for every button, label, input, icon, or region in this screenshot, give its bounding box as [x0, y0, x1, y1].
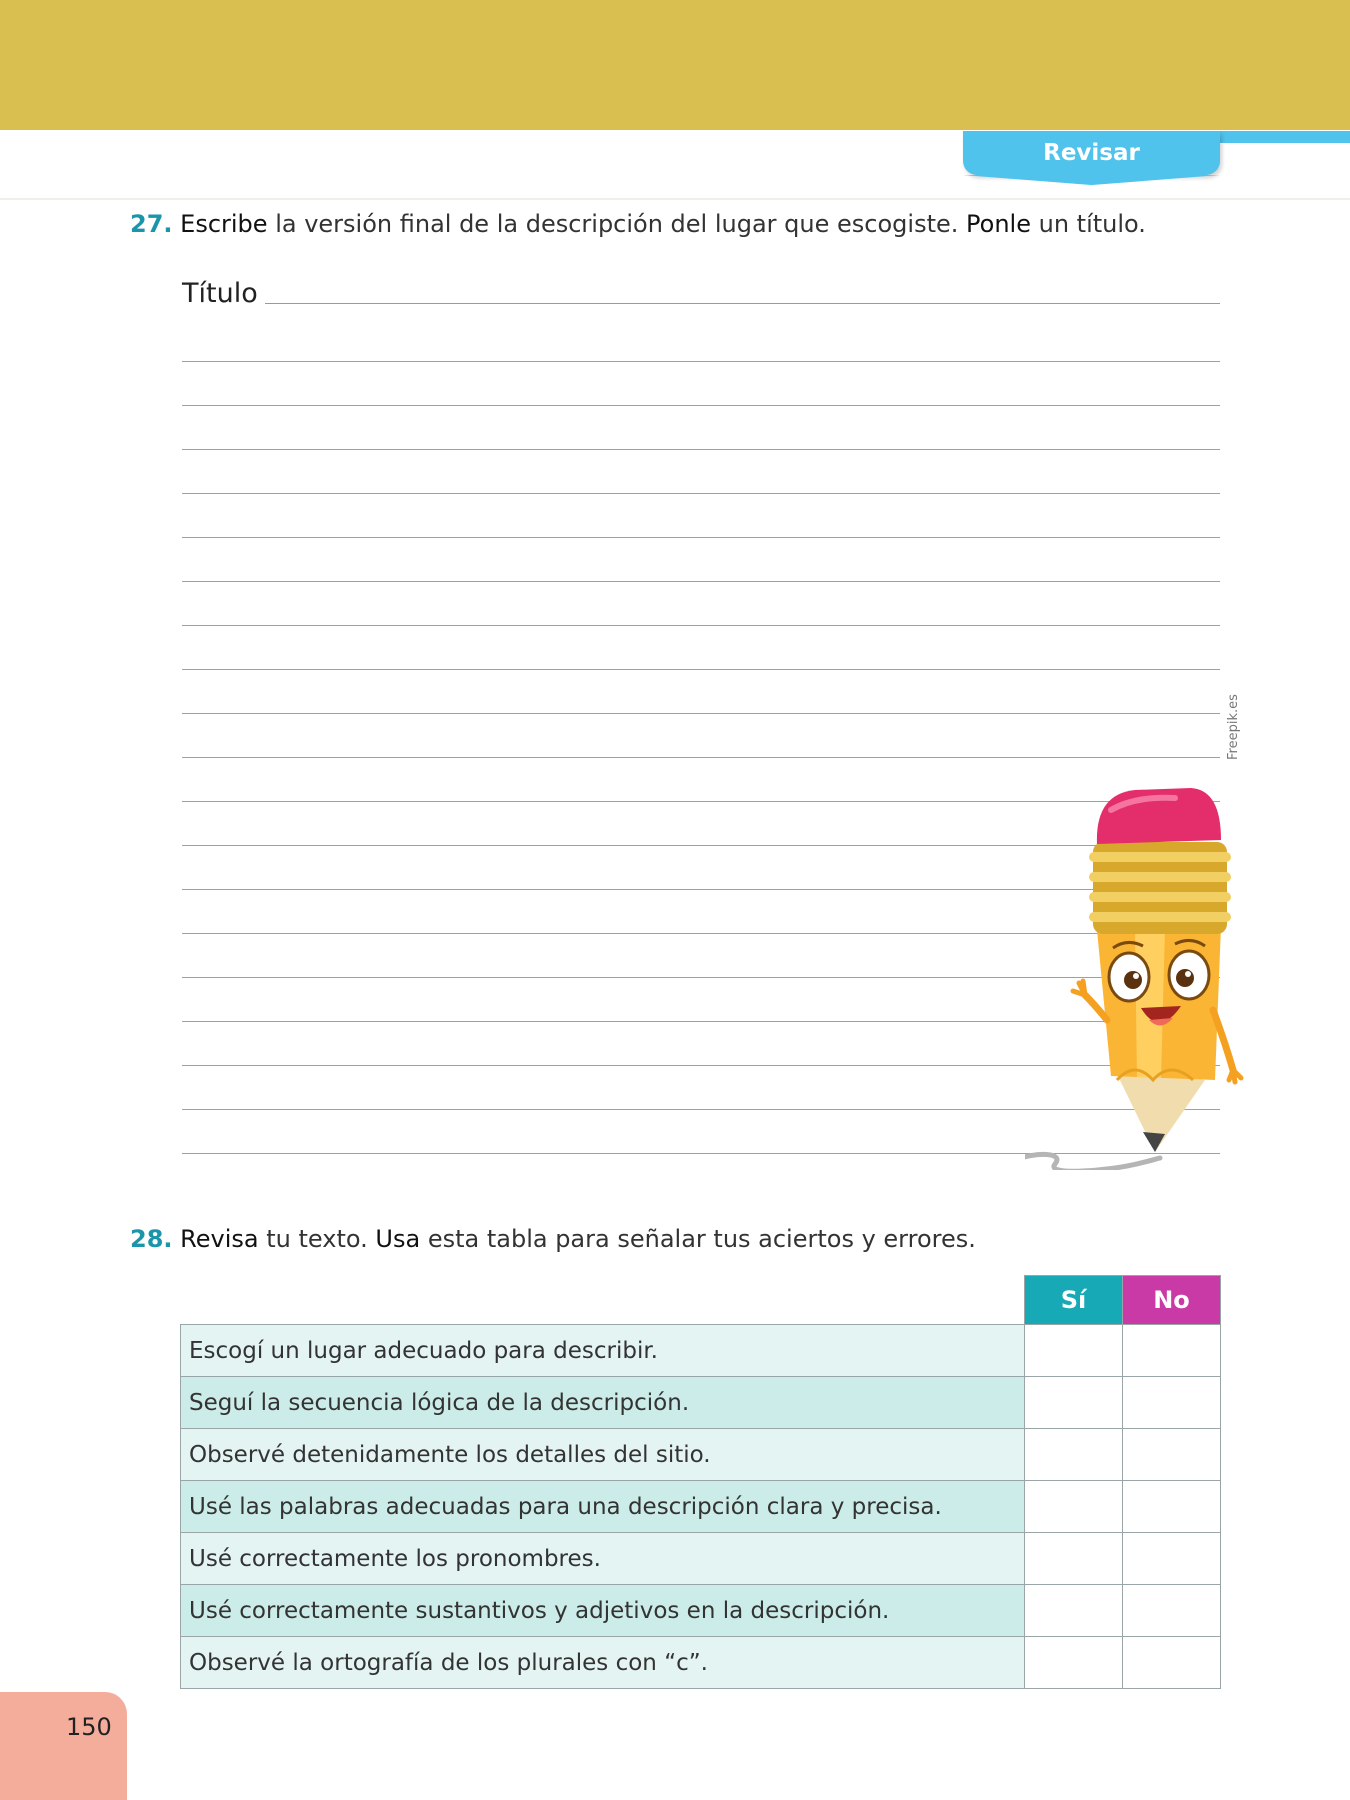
- table-row: [181, 1481, 1221, 1533]
- criterion-cell: Observé la ortografía de los plurales con “c”.: [181, 1637, 1025, 1689]
- criterion-cell: Usé las palabras adecuadas para una descripción clara y precisa.: [181, 1481, 1025, 1533]
- yes-checkbox-cell[interactable]: [1025, 1481, 1123, 1533]
- writing-line[interactable]: [182, 361, 1220, 362]
- instruction-verb: Escribe: [180, 210, 268, 238]
- no-checkbox-cell[interactable]: [1123, 1429, 1221, 1481]
- table-row: [181, 1429, 1221, 1481]
- no-checkbox-cell[interactable]: [1123, 1637, 1221, 1689]
- criterion-cell: Usé correctamente los pronombres.: [181, 1533, 1025, 1585]
- criterion-cell: Observé detenidamente los detalles del sitio.: [181, 1429, 1025, 1481]
- no-checkbox-cell[interactable]: [1123, 1377, 1221, 1429]
- page-number-tab: [0, 1692, 127, 1800]
- criterion-cell: Escogí un lugar adecuado para describir.: [181, 1325, 1025, 1377]
- writing-line[interactable]: [182, 669, 1220, 670]
- yes-checkbox-cell[interactable]: [1025, 1377, 1123, 1429]
- instruction-text: tu texto.: [266, 1225, 368, 1253]
- no-checkbox-cell[interactable]: [1123, 1481, 1221, 1533]
- no-checkbox-cell[interactable]: [1123, 1325, 1221, 1377]
- writing-line[interactable]: [182, 625, 1220, 626]
- yes-checkbox-cell[interactable]: [1025, 1637, 1123, 1689]
- image-credit: Freepik.es: [1226, 694, 1241, 760]
- yes-checkbox-cell[interactable]: [1025, 1533, 1123, 1585]
- writing-line[interactable]: [182, 537, 1220, 538]
- title-writing-line[interactable]: [265, 303, 1220, 304]
- criterion-cell: Seguí la secuencia lógica de la descripción.: [181, 1377, 1025, 1429]
- question-28: [130, 1225, 976, 1253]
- table-row: [181, 1377, 1221, 1429]
- table-row: [181, 1533, 1221, 1585]
- header-band: [0, 0, 1350, 130]
- table-header-blank: [181, 1276, 1025, 1325]
- instruction-verb: Usa: [375, 1225, 421, 1253]
- column-header-no: No: [1123, 1276, 1221, 1325]
- column-header-yes: Sí: [1025, 1276, 1123, 1325]
- table-row: [181, 1325, 1221, 1377]
- writing-line[interactable]: [182, 405, 1220, 406]
- table-header-row: [181, 1276, 1221, 1325]
- instruction-verb: Revisa: [180, 1225, 259, 1253]
- section-tab-revisar: [963, 131, 1220, 175]
- writing-line[interactable]: [182, 449, 1220, 450]
- question-number: 27.: [130, 210, 173, 238]
- question-27: [130, 210, 1146, 238]
- no-checkbox-cell[interactable]: [1123, 1585, 1221, 1637]
- instruction-verb: Ponle: [966, 210, 1031, 238]
- instruction-text: un título.: [1038, 210, 1146, 238]
- yes-checkbox-cell[interactable]: [1025, 1429, 1123, 1481]
- table-row: [181, 1585, 1221, 1637]
- header-divider: [0, 198, 1350, 200]
- page-number: 150: [66, 1713, 112, 1741]
- yes-checkbox-cell[interactable]: [1025, 1325, 1123, 1377]
- writing-line[interactable]: [182, 713, 1220, 714]
- instruction-text: esta tabla para señalar tus aciertos y errores.: [427, 1225, 976, 1253]
- self-check-table: [180, 1275, 1221, 1689]
- pencil-mascot-illustration: [1025, 780, 1270, 1170]
- question-number: 28.: [130, 1225, 173, 1253]
- instruction-text: la versión final de la descripción del lugar que escogiste.: [275, 210, 959, 238]
- table-row: [181, 1637, 1221, 1689]
- writing-line[interactable]: [182, 757, 1220, 758]
- yes-checkbox-cell[interactable]: [1025, 1585, 1123, 1637]
- criterion-cell: Usé correctamente sustantivos y adjetivos en la descripción.: [181, 1585, 1025, 1637]
- section-tab-label: Revisar: [1043, 140, 1140, 166]
- no-checkbox-cell[interactable]: [1123, 1533, 1221, 1585]
- writing-line[interactable]: [182, 493, 1220, 494]
- writing-line[interactable]: [182, 581, 1220, 582]
- title-label: Título: [182, 278, 258, 309]
